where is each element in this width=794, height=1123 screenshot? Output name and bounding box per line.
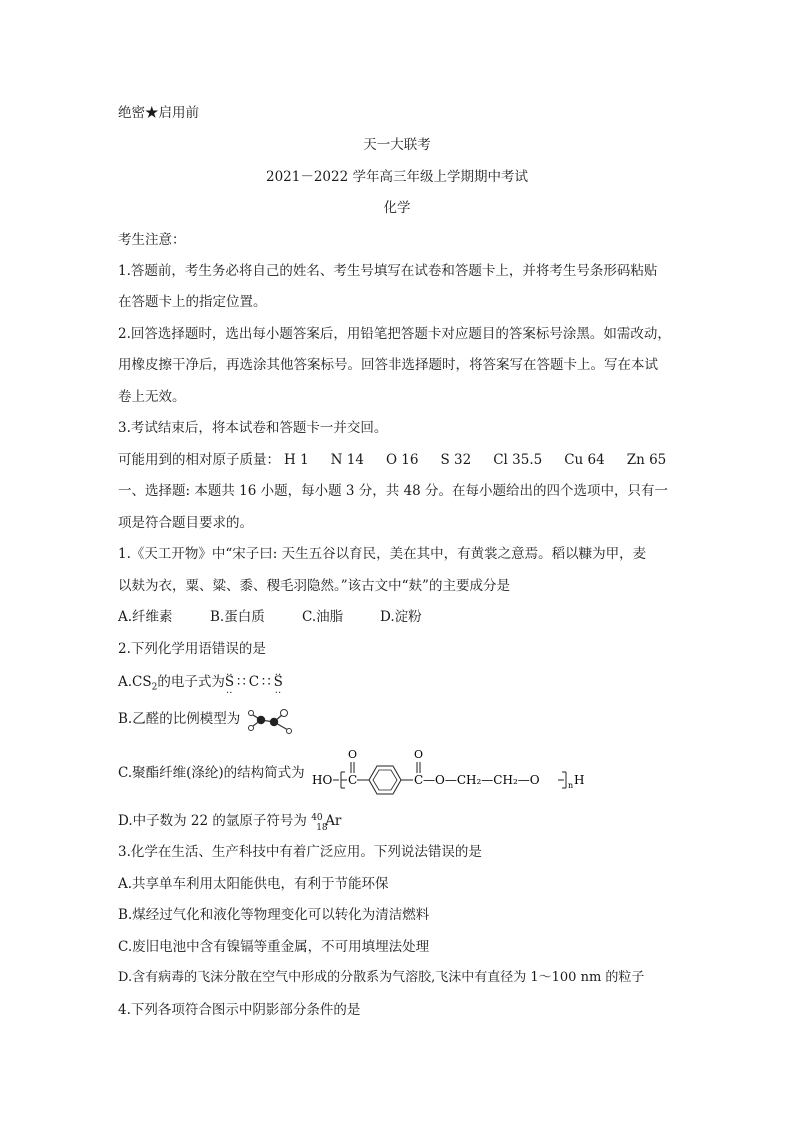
mass-cl: Cl 35.5: [493, 452, 543, 468]
acetaldehyde-model-icon: [244, 705, 296, 735]
q2-option-d: [118, 812, 342, 833]
notice-line: 用橡皮擦干净后，再选涂其他答案标号。回答非选择题时，将答案写在答题卡上。写在本试: [118, 357, 658, 373]
notice-line: 在答题卡上的指定位置。: [118, 294, 267, 310]
q1-options: [118, 608, 422, 626]
q3-option-d: D.含有病毒的飞沫分散在空气中形成的分散系为气溶胶,飞沫中有直径为 1～100 nm 的粒子: [118, 970, 645, 985]
argon-symbol: Ar: [325, 813, 342, 829]
atomic-mass-line: [118, 451, 688, 469]
polyester-structure: [310, 744, 590, 800]
struct-o2: O: [414, 748, 424, 761]
q1-stem: 以麸为衣，粟、粱、黍、稷毛羽隐然。”该古文中“麸”的主要成分是: [118, 578, 510, 594]
q2-b-text: B.乙醛的比例模型为: [118, 711, 241, 727]
org-title: 天一大联考: [363, 137, 431, 153]
mass-h: H 1: [284, 452, 309, 468]
q1-option-b: B.蛋白质: [210, 609, 265, 625]
q1-option-c: C.油脂: [302, 609, 344, 625]
mass-zn: Zn 65: [626, 452, 667, 468]
electron-pair: ∷: [262, 674, 271, 690]
mass-cu: Cu 64: [564, 452, 605, 468]
q3-option-c: C.废旧电池中含有镍镉等重金属，不可用填埋法处理: [118, 939, 430, 955]
q2-c-text: C.聚酯纤维(涤纶)的结构简式为: [118, 765, 305, 781]
q2-stem: 2.下列化学用语错误的是: [118, 641, 266, 657]
struct-c1: C: [348, 773, 358, 787]
struct-h: H: [574, 773, 585, 787]
notice-line: 2.回答选择题时，选出每小题答案后，用铅笔把答题卡对应题目的答案标号涂黑。如需改动，: [118, 326, 671, 342]
q2-option-c: [118, 764, 305, 782]
argon-nuclide-indices: [311, 812, 328, 833]
q3-option-a: A.共享单车利用太阳能供电，有利于节能环保: [118, 876, 389, 892]
electron-c: C: [248, 674, 260, 690]
mass-n: N 14: [330, 452, 364, 468]
subject-title: 化学: [383, 200, 411, 216]
mass-o: O 16: [385, 452, 419, 468]
struct-c2: C: [414, 773, 424, 787]
argon-atomic-number: 18: [316, 823, 328, 833]
q2-a-mid: 的电子式为: [157, 674, 225, 690]
section1-line: 项是符合题目要求的。: [118, 515, 253, 531]
section1-line: 一、选择题: 本题共 16 小题，每小题 3 分，共 48 分。在每小题给出的四个选项中，只有一: [118, 483, 669, 499]
struct-n: n: [568, 781, 574, 790]
notice-line: 1.答题前，考生务必将自己的姓名、考生号填写在试卷和答题卡上，并将考生号条形码粘贴: [118, 263, 658, 279]
q3-stem: 3.化学在生活、生产科技中有着广泛应用。下列说法错误的是: [118, 844, 482, 860]
q2-option-b: [118, 710, 240, 728]
q2-option-a: [118, 673, 283, 697]
exam-title: 2021－2022 学年高三年级上学期期中考试: [265, 169, 528, 185]
electron-s-left: ‥ S ‥: [225, 673, 234, 691]
argon-mass-number: 40: [311, 813, 323, 823]
mass-s: S 32: [440, 452, 472, 468]
electron-s-right: ‥ S ‥: [274, 673, 283, 691]
q2-a-prefix: A.CS: [118, 674, 152, 690]
q2-d-prefix: D.中子数为 22 的氩原子符号为: [118, 813, 312, 829]
atomic-mass-label: 可能用到的相对原子质量：: [118, 452, 280, 468]
q1-stem: 1.《天工开物》中“宋子曰: 天生五谷以育民，美在其中，有黄裳之意焉。稻以糠为甲，麦: [118, 546, 647, 562]
electron-pair: ∷: [237, 674, 246, 690]
notice-line: 3.考试结束后，将本试卷和答题卡一并交回。: [118, 420, 388, 436]
struct-chain: —O—CH₂—CH₂—O: [423, 773, 540, 787]
struct-o1: O: [348, 748, 358, 761]
notice-line: 卷上无效。: [118, 389, 186, 405]
q1-option-d: D.淀粉: [380, 609, 422, 625]
struct-ho: HO: [312, 773, 333, 787]
q1-option-a: A.纤维素: [118, 609, 173, 625]
secret-mark: 绝密★启用前: [118, 105, 199, 121]
notice-title: 考生注意：: [118, 232, 186, 248]
q3-option-b: B.煤经过气化和液化等物理变化可以转化为清洁燃料: [118, 907, 430, 923]
q2-a-sub: 2: [151, 682, 158, 693]
q4-stem: 4.下列各项符合图示中阴影部分条件的是: [118, 1002, 361, 1018]
